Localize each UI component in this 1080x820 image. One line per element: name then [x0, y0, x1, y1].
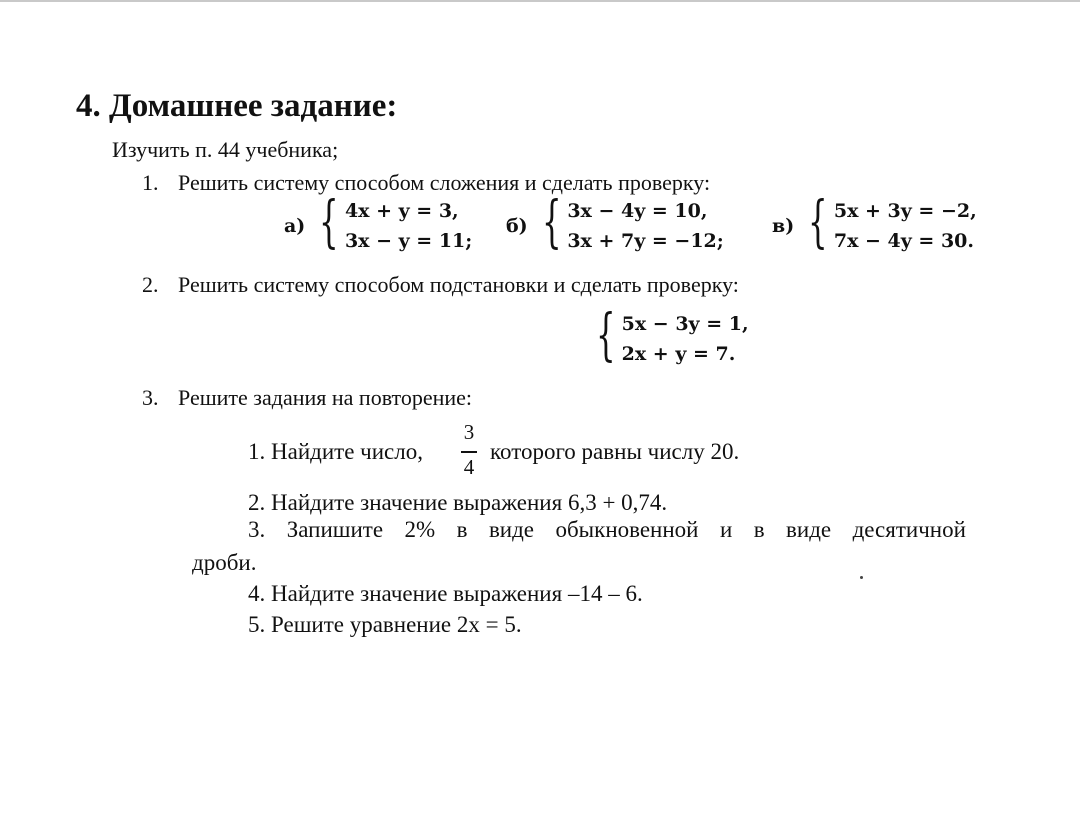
left-brace-icon: {	[541, 190, 562, 255]
equation-stack	[834, 196, 977, 256]
equation: 7x − 4y = 30.	[833, 230, 975, 252]
system-b	[506, 190, 724, 256]
equation: 5x − 3y = 1,	[621, 313, 749, 335]
equation: 3x + 7y = −12;	[567, 230, 724, 252]
fraction-bar	[461, 451, 477, 453]
word: в	[456, 517, 468, 542]
fraction-denominator: 4	[463, 455, 475, 479]
repetition-item-2: 2. Найдите значение выражения 6,3 + 0,74.	[248, 490, 668, 515]
left-brace-icon: {	[319, 190, 339, 255]
word: и	[719, 517, 733, 542]
repetition-item-5: 5. Решите уравнение 2x = 5.	[248, 612, 522, 637]
word: обыкновенной	[555, 517, 699, 542]
repetition-item-3-tail: дроби.	[192, 550, 257, 575]
system-v	[772, 190, 977, 256]
repetition-item-3	[248, 517, 966, 543]
system-a	[284, 190, 473, 256]
equation: 3x − 4y = 10,	[567, 200, 708, 222]
intro-line: Изучить п. 44 учебника;	[112, 137, 339, 162]
equation-stack	[622, 309, 749, 369]
task-2-number: 2.	[142, 272, 159, 297]
repetition-item-4: 4. Найдите значение выражения –14 – 6.	[248, 581, 643, 606]
word: Запишите	[286, 517, 384, 542]
word: десятичной	[852, 517, 966, 542]
system-label: б)	[506, 215, 528, 237]
system-label: в)	[772, 215, 795, 237]
equation: 2x + y = 7.	[621, 343, 736, 365]
task-2-text: Решить систему способом подстановки и сделать проверку:	[178, 272, 739, 297]
left-brace-icon: {	[596, 303, 616, 368]
repetition-item-1-end: которого равны числу 20.	[490, 439, 740, 464]
system-substitution	[588, 303, 749, 369]
scan-speck	[860, 576, 863, 579]
word: виде	[488, 517, 535, 542]
page-title: 4. Домашнее задание:	[76, 88, 398, 124]
equation: 4x + y = 3,	[344, 200, 459, 222]
top-border	[0, 0, 1080, 2]
word: 2%	[404, 517, 436, 542]
equation: 3x − y = 11;	[344, 230, 473, 252]
equation-stack	[345, 196, 472, 256]
equation-stack	[567, 196, 723, 256]
fraction-numerator: 3	[463, 420, 475, 444]
task-3-number: 3.	[142, 385, 159, 410]
repetition-item-1-start: 1. Найдите число,	[248, 439, 423, 464]
word: 3.	[248, 517, 266, 542]
word: виде	[786, 517, 832, 542]
task-1-text: Решить систему способом сложения и сделать проверку:	[178, 170, 711, 195]
word: в	[753, 517, 765, 542]
task-3-text: Решите задания на повторение:	[178, 385, 473, 410]
system-label: а)	[284, 215, 306, 237]
left-brace-icon: {	[808, 190, 828, 255]
equation: 5x + 3y = −2,	[833, 200, 977, 222]
task-1-number: 1.	[142, 170, 159, 195]
